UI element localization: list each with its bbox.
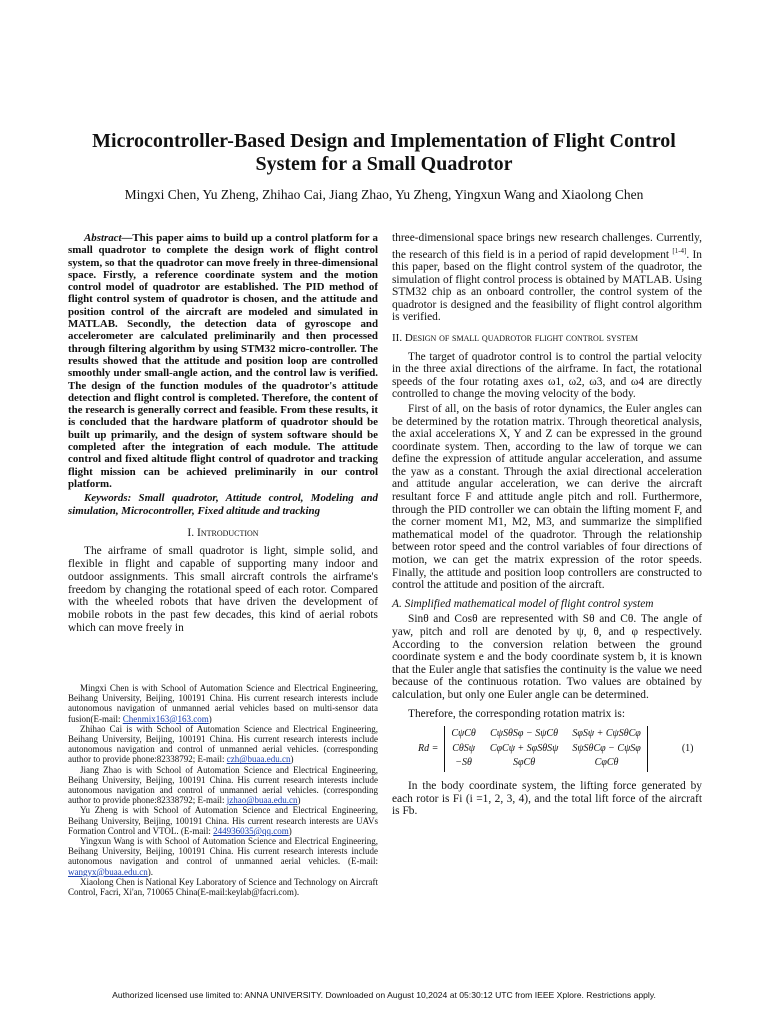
footnote-item: Zhihao Cai is with School of Automation Science and Electrical Engineering, Beihang University, Beijing, 100191 China. His current research interests include autonomous navigation and control of unmanned aerial vehicles. (corresponding author to provide phone:82338792; E-mail: czh@buaa.edu.cn) xyxy=(68,723,378,765)
email-link[interactable]: wangyx@buaa.edu.cn xyxy=(68,866,148,877)
footnote-item: Mingxi Chen is with School of Automation Science and Electrical Engineering, Beihang University, Beijing, 100191 China. His current research interests include autonomous navigation of unmanned aerial vehicles based on multi-sensor data fusion(E-mail: Chenmix163@163.com) xyxy=(68,683,378,724)
paper-title: Microcontroller-Based Design and Implementation of Flight Control System for a Small Quadrotor xyxy=(92,130,676,175)
email-link[interactable]: 244936035@qq.com xyxy=(213,825,289,836)
matrix-cell: SφSψ + CψSθCφ xyxy=(572,728,641,740)
author-list: Mingxi Chen, Yu Zheng, Zhihao Cai, Jiang Zhao, Yu Zheng, Yingxun Wang and Xiaolong Chen xyxy=(124,187,644,202)
footnote-item: Yingxun Wang is with School of Automation Science and Electrical Engineering, Beihang University, Beijing, 100191 China. His current research interests include autonomous navigation and control of unmanned aerial vehicles. (E-mail: wangyx@buaa.edu.cn). xyxy=(68,836,378,877)
footnotes xyxy=(68,683,378,897)
left-column xyxy=(68,232,378,637)
matrix-cell: CψCθ xyxy=(451,728,476,740)
intro-paragraph: The airframe of small quadrotor is light, simple solid, and flexible in flight and capable of supporting many indoor and outdoor assignments. This small aircraft controls the airframe's freedom by changing the rotational speed of each rotor. Compared with the wheeled robots that have driven the development of mobile robots in the past few decades, this kind of aerial robots which can move freely in xyxy=(68,545,378,634)
equation-number: (1) xyxy=(681,742,694,754)
abstract xyxy=(68,232,378,490)
matrix-cell: CψSθSφ − SψCθ xyxy=(490,728,559,740)
matrix-cell: CφCθ xyxy=(594,757,619,769)
subsection-heading-a: A. Simplified mathematical model of flight control system xyxy=(392,597,654,610)
subsection-a-paragraph-3: In the body coordinate system, the lifting force generated by each rotor is Fi (i =1, 2, 3, 4), and the total lift force of the aircraft is Fb. xyxy=(392,779,702,818)
design-paragraph-1: The target of quadrotor control is to control the partial velocity in the three axial directions of the airframe. In fact, the rotational speeds of the four rotating axes ω1, ω2, ω3, and ω4 are directly controlled to change the moving velocity of the body. xyxy=(392,350,702,401)
matrix-lhs: Rd = xyxy=(418,742,439,754)
citation: [1-4] xyxy=(672,246,687,255)
section-heading-design: II. Design of small quadrotor flight control system xyxy=(392,331,639,344)
matrix-cell: CθSψ xyxy=(452,742,475,754)
subsection-a-paragraph-1: Sinθ and Cosθ are represented with Sθ and Cθ. The angle of yaw, pitch and roll are denoted by ψ, θ, and φ respectively. According to the conversion relation between the ground coordinate system e and the body coordinate system b, it is known that the Euler angle that satisfies the continuity is the value we need because of the continuous rotation. Two values are obtained by calculation, but only one Euler angle can be determined. xyxy=(392,613,702,701)
rotation-matrix-equation xyxy=(418,726,702,772)
subsection-a-paragraph-2: Therefore, the corresponding rotation matrix is: xyxy=(408,707,625,720)
keywords-label: Keywords: xyxy=(84,492,132,505)
keywords xyxy=(68,492,378,517)
right-column xyxy=(392,232,702,820)
matrix-cell: SψSθCφ − CψSφ xyxy=(572,742,641,754)
matrix-cell: CφCψ + SφSθSψ xyxy=(489,742,559,754)
license-footer: Authorized licensed use limited to: ANNA UNIVERSITY. Downloaded on August 10,2024 at 05:30:12 UTC from IEEE Xplore. Restrictions apply. xyxy=(112,990,656,1000)
section-heading-introduction: I. Introduction xyxy=(187,526,259,539)
email-link[interactable]: jzhao@buaa.edu.cn xyxy=(226,795,298,806)
matrix-cell: −Sθ xyxy=(455,757,472,769)
email-link[interactable]: czh@buaa.edu.cn xyxy=(226,754,291,765)
matrix-body xyxy=(444,726,647,772)
matrix-cell: SφCθ xyxy=(513,757,536,769)
email-link[interactable]: Chenmix163@163.com xyxy=(122,713,209,724)
keywords-text: Small quadrotor, Attitude control, Modeling and simulation, Microcontroller, Fixed altitude and tracking xyxy=(68,492,378,517)
intro-continued-paragraph: three-dimensional space brings new research challenges. Currently, the research of this field is in a period of rapid development [1-4]. In this paper, based on the flight control system of the quadrotor, the simulation of flight control process is obtained by MATLAB. Using STM32 chip as an onboard controller, the control system of the quadrotor is designed and the feasibility of flight control algorithm is verified. xyxy=(392,232,702,324)
abstract-label: Abstract xyxy=(84,232,122,244)
abstract-text: —This paper aims to build up a control platform for a small quadrotor to complete the design work of flight control system, so that the quadrotor can move freely in three-dimensional space. Firstly, a reference coordinate system and the motion control model of quadrotor are established. The PID method of flight control system of quadrotor is chosen, and the attitude and position control of the aircraft are modeled and simulated in MATLAB. Secondly, the detection data of gyroscope and accelerometer are calculated preliminarily and then processed through filtering algorithm by using STM32 micro-controller. The results showed that the attitude and position loop are controlled smoothly under small-angle action, and the control law is verified. The design of the function modules of the quadrotor's attitude detection and flight control is completed. Therefore, the content of the research is generally correct and feasible. From these results, it is concluded that the hardware platform of quadrotor should be built up primarily, and the design of system software should be completed after the integration of each module. The attitude control and fixed altitude flight control of quadrotor and tracking flight mission can be achieved preliminarily in our control platform. xyxy=(68,232,378,490)
footnote-item: Jiang Zhao is with School of Automation Science and Electrical Engineering, Beihang University, Beijing, 100191 China. His current research interests include autonomous navigation and control of unmanned aerial vehicles. (corresponding author to provide phone:82338792; E-mail: jzhao@buaa.edu.cn) xyxy=(68,764,378,806)
design-paragraph-2: First of all, on the basis of rotor dynamics, the Euler angles can be determined by the rotation matrix. Through theoretical analysis, the axial accelerations X, Y and Z can be expressed in the ground coordinate system. Then, according to the law of torque we can define the expression of attitude angular acceleration, and assume the yaw as a constant. Through the axial directional acceleration and attitude angular acceleration, we can derive the aircraft resultant force F and attitude angle pitch and roll. Furthermore, through the PID controller we can obtain the lifting moment F, and the corner moment M1, M2, M3, and summarize the simplified mathematical model of the quadrotor. Through the relationship between rotor speed and the control variables of four directions of motion, we can get the matrix expression of the rotor speeds. Finally, the attitude and position loop controllers are constructed to control the attitude and position of the aircraft. xyxy=(392,402,702,592)
footnote-item: Xiaolong Chen is National Key Laboratory of Science and Technology on Aircraft Control, Facri, Xi'an, 710065 China(E-mail:keylab@facri.com). xyxy=(68,876,378,898)
footnote-item: Yu Zheng is with School of Automation Science and Electrical Engineering, Beihang University, Beijing, 100191 China. His current research interests are UAVs Formation Control and VTOL. (E-mail: 244936035@qq.com) xyxy=(68,805,378,836)
